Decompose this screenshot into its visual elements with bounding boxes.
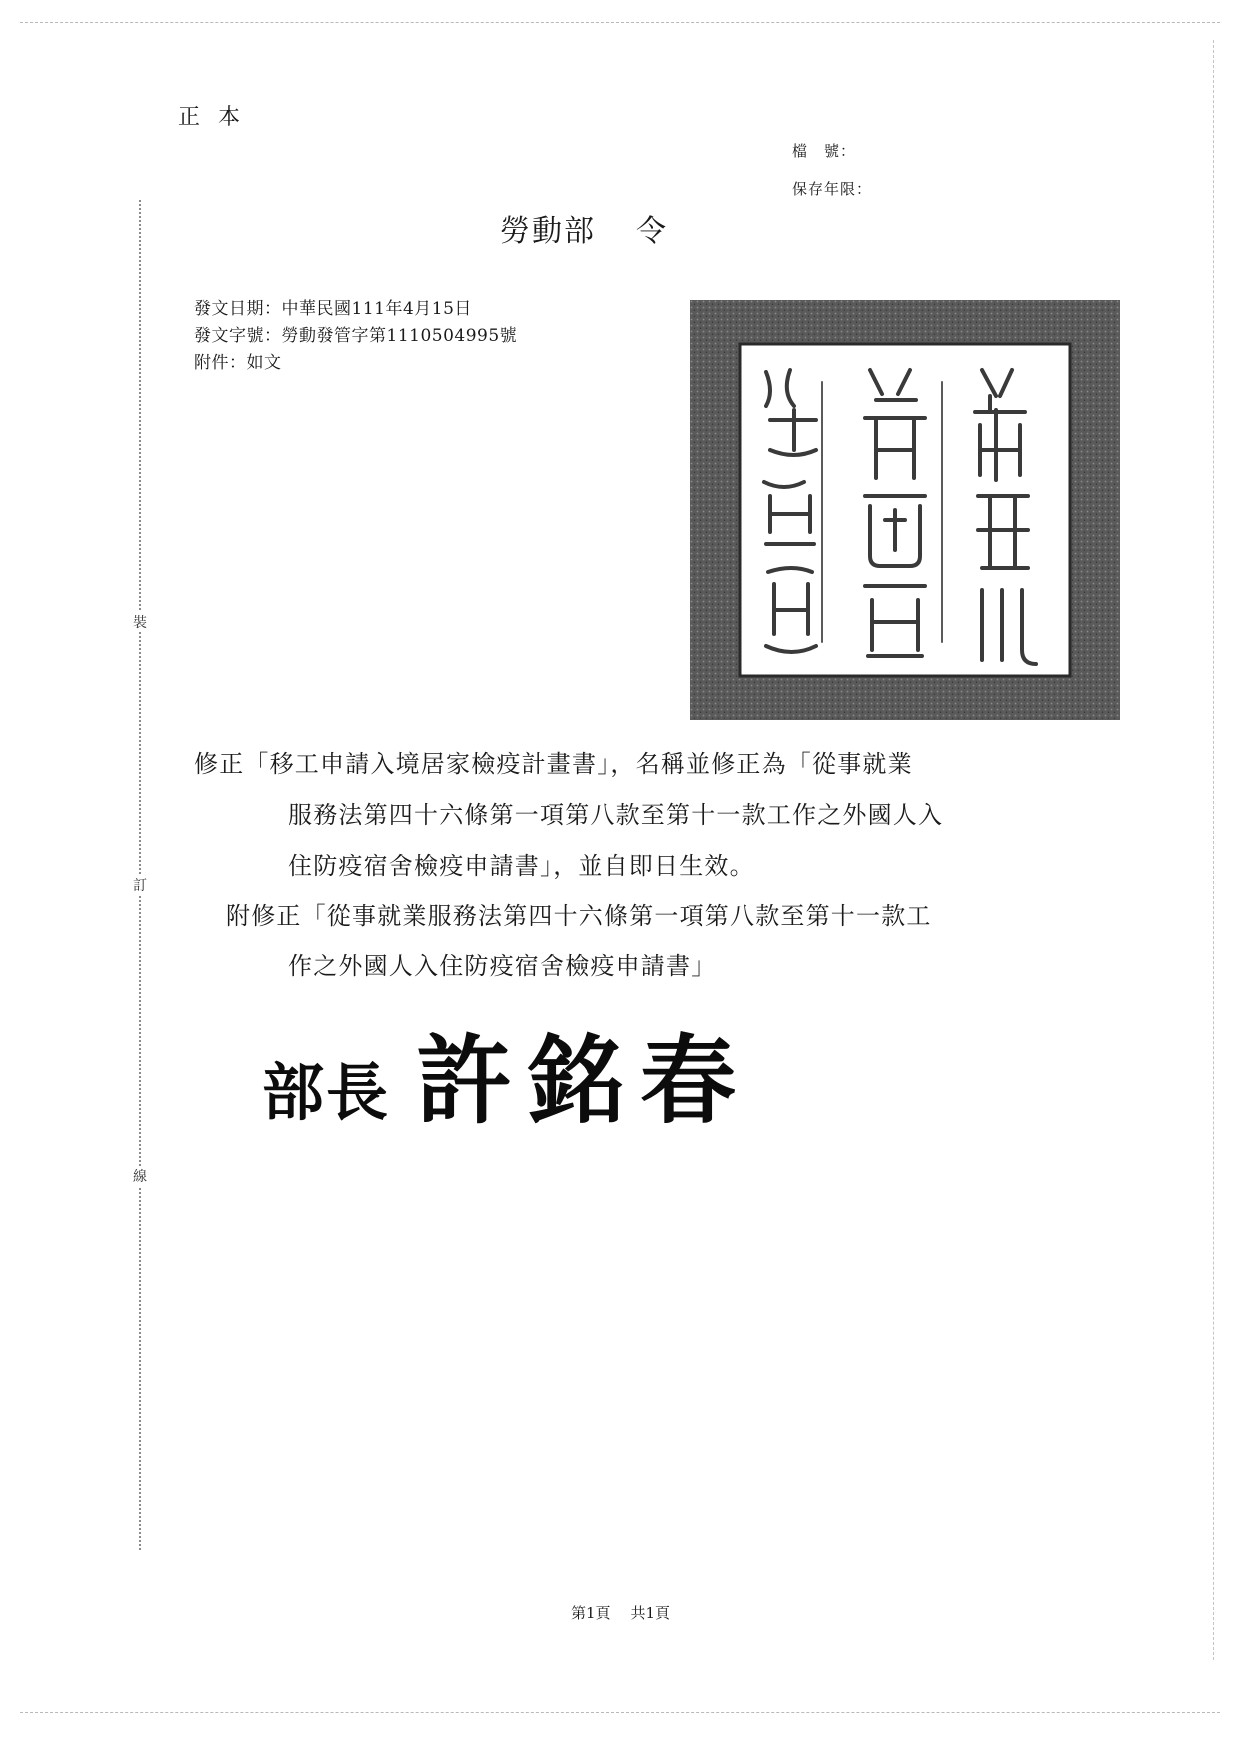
body-paragraph-2-line-2: 作之外國人入住防疫宿舍檢疫申請書」 bbox=[288, 952, 717, 980]
retention-period-label: 保存年限： bbox=[792, 180, 873, 198]
minister-signature bbox=[262, 1005, 752, 1142]
body-paragraph-2-line-1: 附修正「從事就業服務法第四十六條第一項第八款至第十一款工 bbox=[226, 902, 932, 930]
signature-name: 許銘春 bbox=[416, 1025, 753, 1137]
binding-mark-xian: 線 bbox=[128, 1166, 152, 1186]
page-number: 第1頁 bbox=[570, 1604, 611, 1622]
issuer-name: 勞動部 bbox=[500, 214, 596, 249]
body-paragraph-1-line-3: 住防疫宿舍檢疫申請書」，並自即日生效。 bbox=[288, 852, 755, 880]
archive-number-label: 檔 號： bbox=[792, 142, 857, 160]
document-type: 令 bbox=[636, 214, 668, 249]
page-number-footer bbox=[0, 1602, 1241, 1623]
binding-mark-zhuang: 裝 bbox=[128, 612, 152, 632]
body-paragraph-1-line-1: 修正「移工申請入境居家檢疫計畫書」，名稱並修正為「從事就業 bbox=[194, 750, 913, 778]
signature-title: 部長 bbox=[262, 1056, 391, 1129]
official-seal-image bbox=[690, 300, 1120, 720]
copy-mark: 正本 bbox=[178, 105, 259, 130]
document-title bbox=[500, 206, 668, 250]
issue-date: 發文日期：中華民國111年4月15日 bbox=[194, 299, 472, 319]
binding-mark-ding: 訂 bbox=[128, 875, 152, 895]
scan-edge-top bbox=[20, 22, 1220, 23]
body-paragraph-1-line-2: 服務法第四十六條第一項第八款至第十一款工作之外國人入 bbox=[288, 801, 944, 829]
page-total: 共1頁 bbox=[630, 1604, 671, 1622]
scan-edge-bottom bbox=[20, 1712, 1220, 1713]
document-reference-number: 發文字號：勞動發管字第1110504995號 bbox=[194, 326, 518, 346]
attachment-note: 附件：如文 bbox=[194, 353, 282, 373]
scan-edge-right bbox=[1213, 40, 1214, 1660]
